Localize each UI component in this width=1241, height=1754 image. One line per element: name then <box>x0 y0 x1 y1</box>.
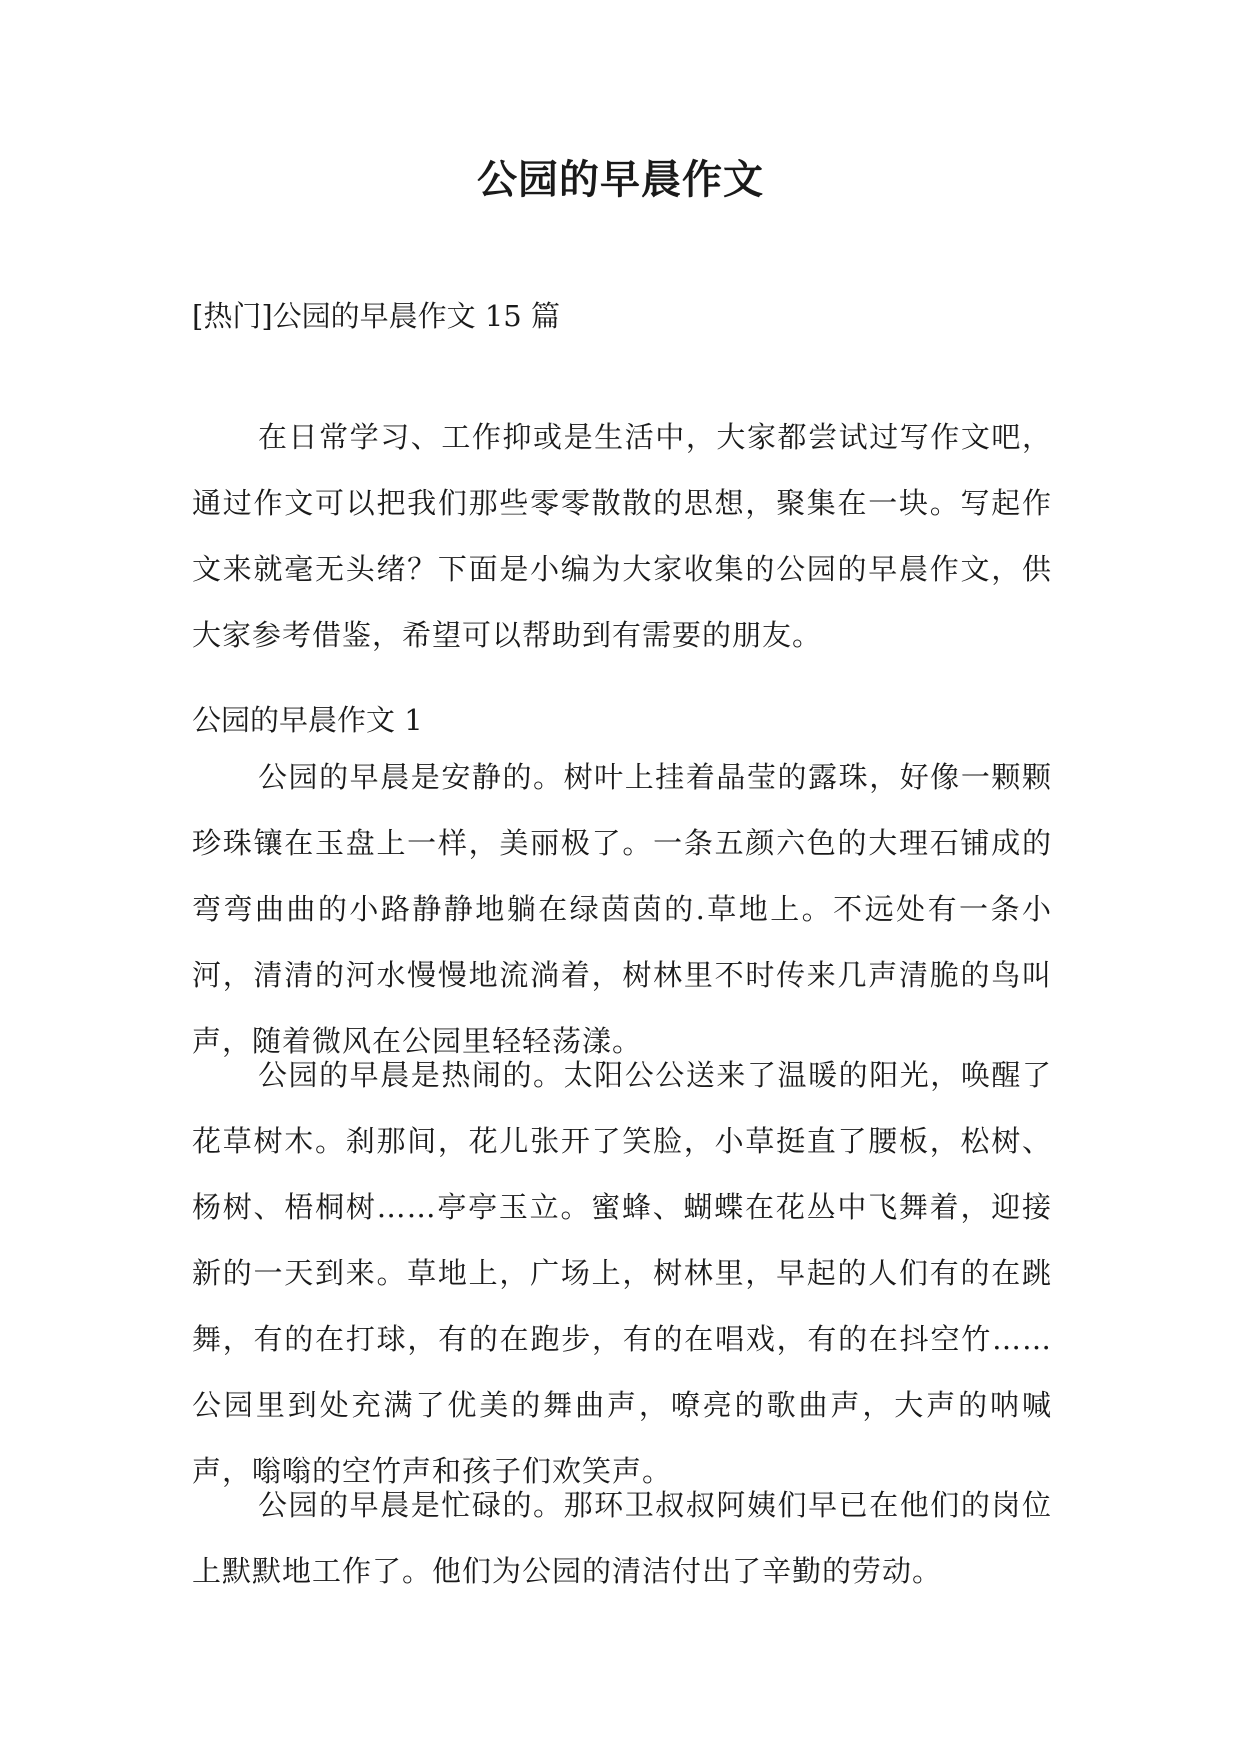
intro-paragraph: 在日常学习、工作抑或是生活中，大家都尝试过写作文吧，通过作文可以把我们那些零零散散的思想，聚集在一块。写起作文来就毫无头绪？下面是小编为大家收集的公园的早晨作文，供大家参考借鉴，希望可以帮助到有需要的朋友。 <box>192 420 1052 652</box>
page-title: 公园的早晨作文 <box>477 157 764 203</box>
body-paragraph: 公园的早晨是忙碌的。那环卫叔叔阿姨们早已在他们的岗位上默默地工作了。他们为公园的清洁付出了辛勤的劳动。 <box>192 1488 1052 1588</box>
section-heading: 公园的早晨作文 1 <box>192 703 423 737</box>
document-subtitle: [热门]公园的早晨作文 15 篇 <box>192 299 560 333</box>
body-paragraph: 公园的早晨是安静的。树叶上挂着晶莹的露珠，好像一颗颗珍珠镶在玉盘上一样，美丽极了。一条五颜六色的大理石铺成的弯弯曲曲的小路静静地躺在绿茵茵的.草地上。不远处有一条小河，清清的河水慢慢地流淌着，树林里不时传来几声清脆的鸟叫声，随着微风在公园里轻轻荡漾。 <box>192 760 1052 1058</box>
body-paragraph: 公园的早晨是热闹的。太阳公公送来了温暖的阳光，唤醒了花草树木。刹那间，花儿张开了笑脸，小草挺直了腰板，松树、杨树、梧桐树……亭亭玉立。蜜蜂、蝴蝶在花丛中飞舞着，迎接新的一天到来。草地上，广场上，树林里，早起的人们有的在跳舞，有的在打球，有的在跑步，有的在唱戏，有的在抖空竹……公园里到处充满了优美的舞曲声，嘹亮的歌曲声，大声的呐喊声，嗡嗡的空竹声和孩子们欢笑声。 <box>192 1058 1052 1488</box>
